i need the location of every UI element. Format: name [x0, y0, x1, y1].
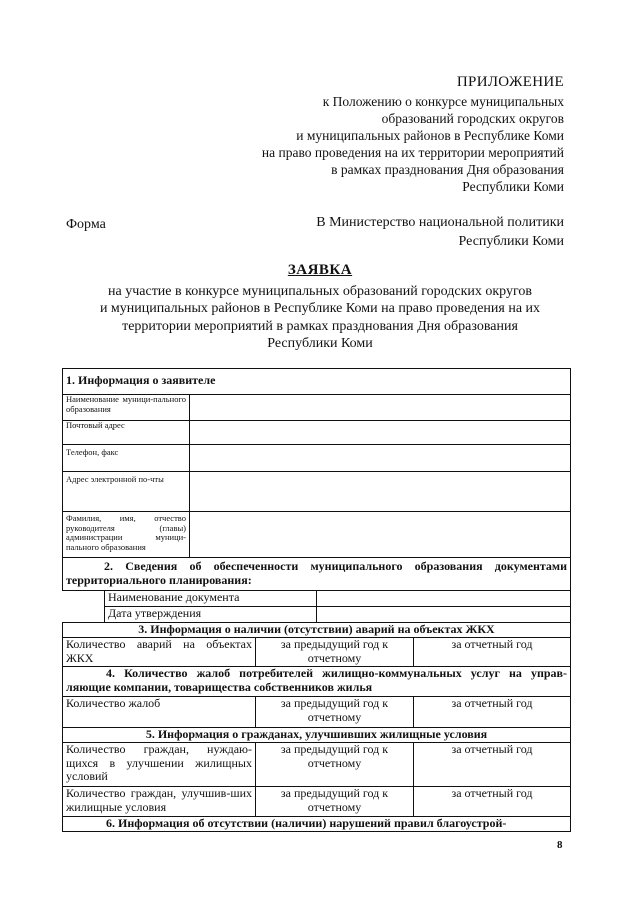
section4-title: 4. Количество жалоб потребителей жилищно-коммунальных услуг на управ-ляющие компании, товарищества собственников жилья	[63, 667, 571, 697]
addressee-line: В Министерство национальной политики	[316, 215, 564, 230]
section5-label: Количество граждан, улучшив-ших жилищные условия	[63, 787, 256, 817]
current-year-cell: за отчетный год	[414, 743, 571, 787]
heading-line: и муниципальных районов в Республике Коми на право проведения на их	[99, 301, 541, 316]
section1-title: 1. Информация о заявителе	[63, 369, 571, 395]
section2-value-cell[interactable]	[317, 591, 571, 607]
heading-line: территории мероприятий в рамках празднования Дня образования	[122, 318, 518, 334]
section1-label: Наименование муници-пального образования	[63, 395, 190, 421]
sections-table	[62, 622, 571, 832]
prev-year-cell: за предыдущий год к отчетному	[256, 787, 414, 817]
section1-value-cell[interactable]	[190, 445, 571, 472]
current-year-cell: за отчетный год	[414, 638, 571, 667]
current-year-cell: за отчетный год	[414, 787, 571, 817]
section6-title: 6. Информация об отсутствии (наличии) нарушений правил благоустрой-	[63, 817, 571, 832]
appendix-line: и муниципальных районов в Республике Коми	[296, 128, 564, 143]
section1-label: Фамилия, имя, отчество руководителя (главы) администрации муници-пального образования	[63, 512, 190, 558]
appendix-line: в рамках празднования Дня образования	[331, 162, 564, 177]
application-title: ЗАЯВКА	[287, 262, 353, 278]
addressee-block	[280, 213, 564, 251]
appendix-line: на право проведения на их территории мероприятий	[261, 145, 564, 160]
section1-label: Адрес электронной по-чты	[63, 472, 190, 512]
section5-title: 5. Информация о гражданах, улучшивших жилищные условия	[63, 728, 571, 743]
current-year-cell: за отчетный год	[414, 697, 571, 728]
appendix-title: ПРИЛОЖЕНИЕ	[456, 74, 564, 90]
section1-value-cell[interactable]	[190, 512, 571, 558]
section1-label: Телефон, факс	[63, 445, 190, 472]
application-heading	[60, 262, 580, 353]
section2-table	[62, 557, 571, 623]
section2-label: Наименование документа	[105, 591, 317, 607]
section1-value-cell[interactable]	[190, 472, 571, 512]
appendix-line: образований городских округов	[381, 111, 564, 126]
section2-title: 2. Сведения об обеспеченности муниципального образования документами территориального планирования:	[63, 558, 571, 591]
section1-value-cell[interactable]	[190, 395, 571, 421]
section4-label: Количество жалоб	[63, 697, 256, 728]
form-label: Форма	[66, 217, 106, 232]
section1-value-cell[interactable]	[190, 421, 571, 445]
section1-label: Почтовый адрес	[63, 421, 190, 445]
section3-title: 3. Информация о наличии (отсутствии) аварий на объектах ЖКХ	[63, 623, 571, 638]
section2-label: Дата утверждения	[105, 607, 317, 623]
section5-label: Количество граждан, нуждаю-щихся в улучшении жилищных условий	[63, 743, 256, 787]
section1-table	[62, 368, 571, 558]
addressee-line: Республики Коми	[458, 234, 564, 249]
blank-cell	[63, 591, 105, 623]
appendix-line: к Положению о конкурсе муниципальных	[322, 94, 564, 109]
section2-value-cell[interactable]	[317, 607, 571, 623]
prev-year-cell: за предыдущий год к отчетному	[256, 638, 414, 667]
section3-label: Количество аварий на объектах ЖКХ	[63, 638, 256, 667]
appendix-block	[200, 74, 564, 195]
appendix-line: Республики Коми	[462, 179, 564, 194]
prev-year-cell: за предыдущий год к отчетному	[256, 697, 414, 728]
heading-line: Республики Коми	[267, 336, 373, 351]
heading-line: на участие в конкурсе муниципальных образований городских округов	[108, 283, 532, 299]
prev-year-cell: за предыдущий год к отчетному	[256, 743, 414, 787]
page-number: 8	[557, 839, 563, 851]
